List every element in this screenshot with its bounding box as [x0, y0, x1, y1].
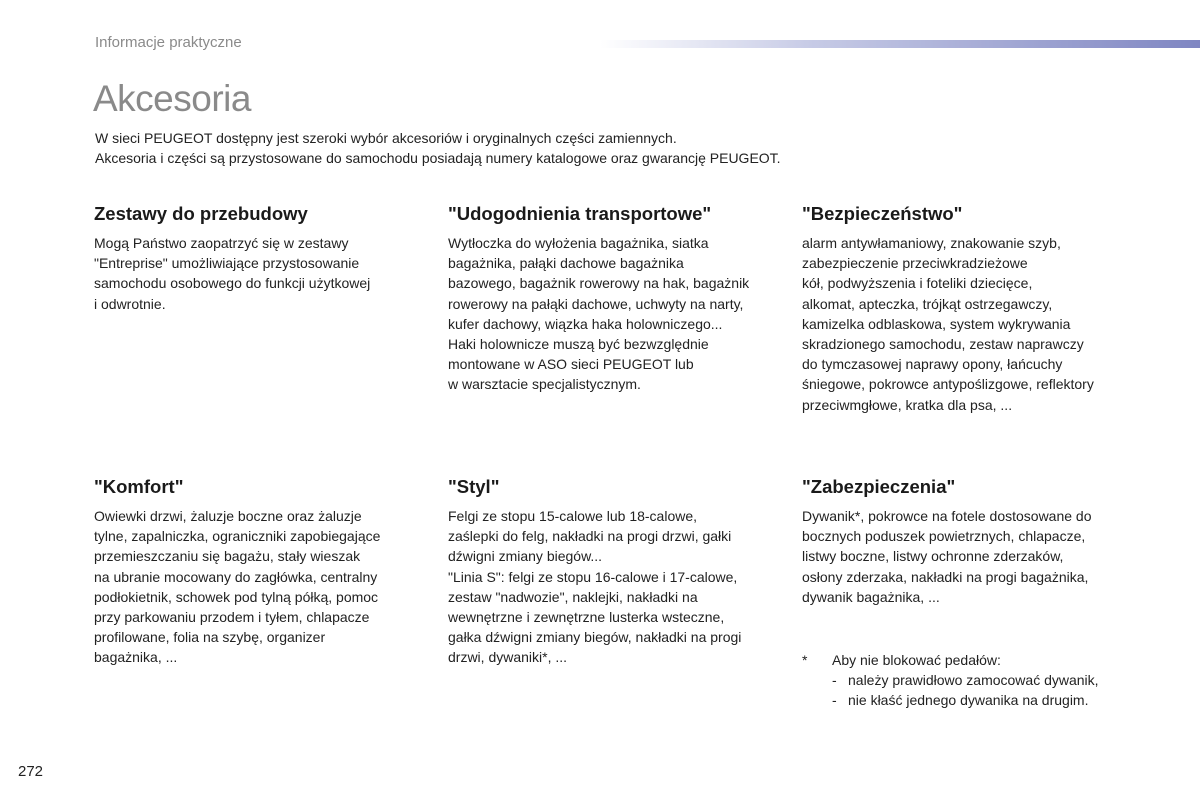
intro-text — [95, 128, 781, 168]
section-title: "Udogodnienia transportowe" — [448, 203, 712, 224]
section-title: "Komfort" — [94, 476, 184, 497]
section-transport — [448, 203, 778, 395]
section-body: Owiewki drzwi, żaluzje boczne oraz żaluzje tylne, zapalniczka, ograniczniki zapobiegające przemieszczaniu się bagażu, stały wieszak na ubranie mocowany do zagłówka, centralny podłokietnik, schowek pod tylną półką, pomoc przy parkowaniu przodem i tyłem, chlapacze profilowane, folia na szybę, organizer bagażnika, ... — [94, 508, 381, 666]
section-body: Mogą Państwo zaopatrzyć się w zestawy "Entreprise" umożliwiające przystosowanie samochodu osobowego do funkcji użytkowej i odwrotnie. — [94, 235, 371, 312]
footnote — [802, 650, 1099, 711]
section-title: "Zabezpieczenia" — [802, 476, 956, 497]
intro-line-1: W sieci PEUGEOT dostępny jest szeroki wybór akcesoriów i oryginalnych części zamiennych. — [95, 130, 677, 146]
section-comfort — [94, 476, 424, 668]
section-conversion-kits — [94, 203, 424, 314]
header-gradient-bar — [600, 40, 1200, 48]
section-label: Informacje praktyczne — [95, 34, 242, 51]
section-safety — [802, 203, 1132, 415]
page-title: Akcesoria — [93, 78, 251, 119]
footnote-row — [802, 650, 1099, 670]
section-body: Dywanik*, pokrowce na fotele dostosowane do bocznych poduszek powietrznych, chlapacze, listwy boczne, listwy ochronne zderzaków, osłony zderzaka, nakładki na progi bagażnika, dywanik bagażnika, ... — [802, 508, 1092, 605]
section-body: Felgi ze stopu 15-calowe lub 18-calowe, zaślepki do felg, nakładki na progi drzwi, gałki dźwigni zmiany biegów... "Linia S": felgi ze stopu 16-calowe i 17-calowe, zestaw "nadwozie", naklejki, nakładki na wewnętrzne i zewnętrzne lusterka wsteczne, gałka dźwigni zmiany biegów, nakładki na progi drzwi, dywaniki*, ... — [448, 508, 742, 666]
footnote-item — [802, 690, 1099, 710]
intro-line-2: Akcesoria i części są przystosowane do samochodu posiadają numery katalogowe oraz gwarancję PEUGEOT. — [95, 150, 781, 166]
footnote-mark: * — [802, 652, 808, 668]
footnote-text: Aby nie blokować pedałów: — [832, 652, 1001, 668]
page-number: 272 — [18, 763, 44, 780]
section-body: Wytłoczka do wyłożenia bagażnika, siatka bagażnika, pałąki dachowe bagażnika bazowego, bagażnik rowerowy na hak, bagażnik rowerowy na pałąki dachowe, uchwyty na narty, kufer dachowy, wiązka haka holowniczego... Haki holownicze muszą być bezwzględnie montowane w ASO sieci PEUGEOT lub w warsztacie specjalistycznym. — [448, 235, 750, 393]
footnote-dash: - — [832, 692, 837, 709]
footnote-item-text: należy prawidłowo zamocować dywanik, — [848, 672, 1099, 689]
footnote-item — [802, 670, 1099, 690]
footnote-dash: - — [832, 672, 837, 689]
section-body: alarm antywłamaniowy, znakowanie szyb, zabezpieczenie przeciwkradzieżowe kół, podwyższenia i foteliki dziecięce, alkomat, apteczka, trójkąt ostrzegawczy, kamizelka odblaskowa, system wykrywania skradzionego samochodu, zestaw naprawczy do tymczasowej naprawy opony, łańcuchy śniegowe, pokrowce antypoślizgowe, reflektory przeciwmgłowe, kratka dla psa, ... — [802, 235, 1094, 413]
section-title: "Styl" — [448, 476, 500, 497]
section-style — [448, 476, 778, 668]
footnote-item-text: nie kłaść jednego dywanika na drugim. — [848, 692, 1089, 709]
section-protection — [802, 476, 1132, 607]
section-title: Zestawy do przebudowy — [94, 203, 308, 224]
section-title: "Bezpieczeństwo" — [802, 203, 963, 224]
